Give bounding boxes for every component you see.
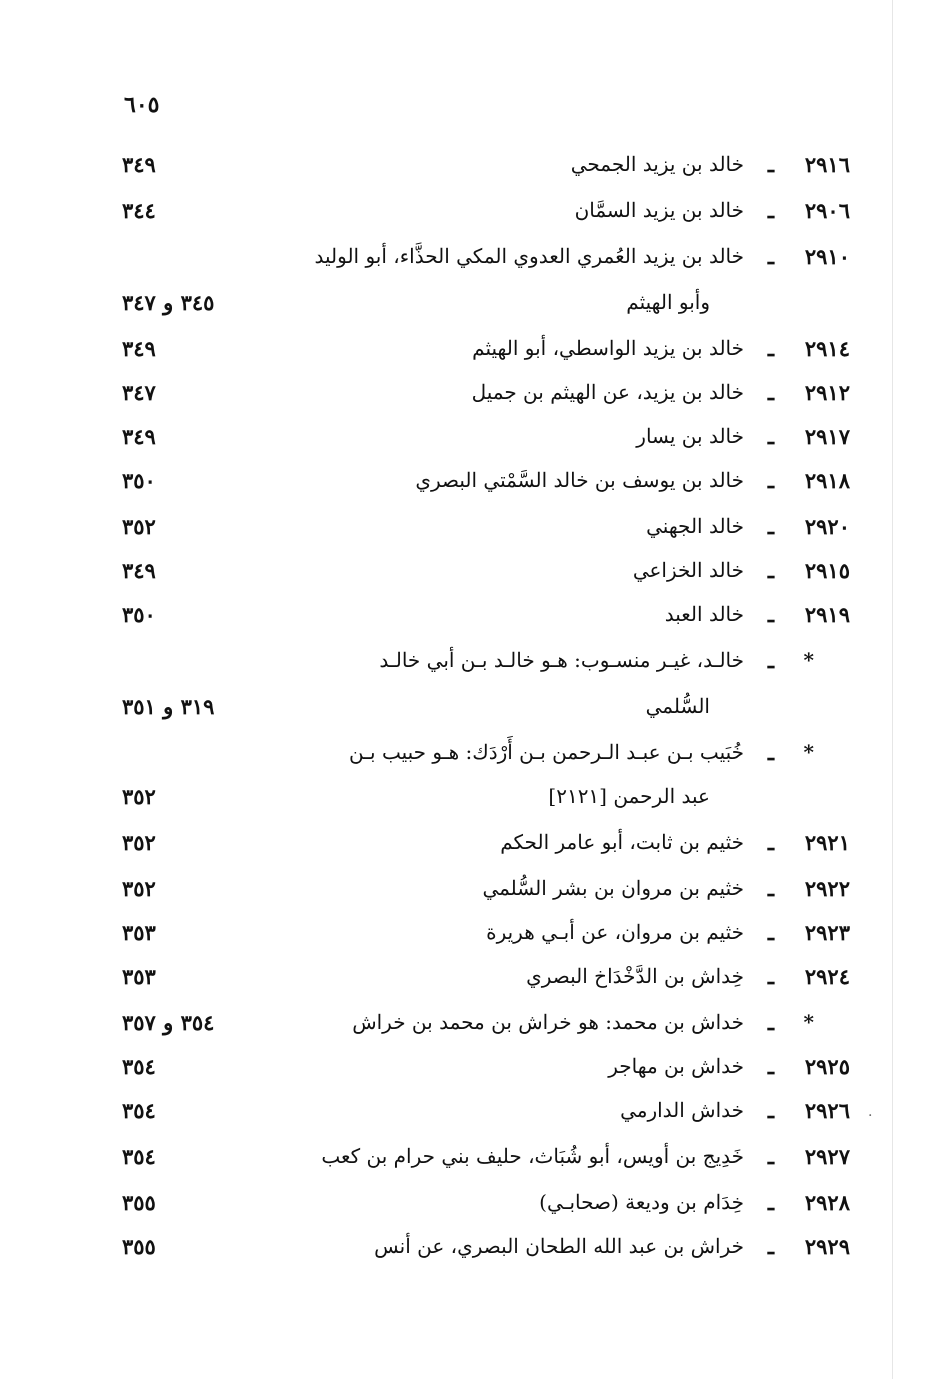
entry-dash: ـ bbox=[767, 424, 774, 449]
index-entry bbox=[110, 1184, 850, 1224]
entry-dash: ـ bbox=[767, 1190, 774, 1215]
asterisk-icon: * bbox=[803, 1010, 814, 1034]
entry-name: خِدَام بن وديعة (صحابـي) bbox=[539, 1190, 744, 1214]
entry-number: ٢٩١٦ bbox=[804, 152, 850, 177]
entry-name: خالد الجهني bbox=[646, 514, 744, 538]
entry-page-ref: ٣١٩ و ٣٥١ bbox=[122, 694, 215, 719]
entry-dash: ـ bbox=[767, 380, 774, 405]
entry-name: خُبَيب بـن عبـد الـرحمن بـن أَرْدَك: هـو حبيب بـن bbox=[348, 740, 744, 764]
entry-name: خالـد، غيـر منسـوب: هـو خالـد بـن أبي خالـد bbox=[379, 648, 744, 672]
entry-page-ref: ٣٤٧ bbox=[122, 380, 156, 405]
entry-dash: ـ bbox=[767, 1144, 774, 1169]
entry-number: ٢٩١٤ bbox=[804, 336, 850, 361]
index-entry bbox=[110, 508, 850, 548]
index-entry bbox=[110, 330, 850, 370]
entry-number: ٢٩٢٣ bbox=[804, 920, 850, 945]
entry-page-ref: ٣٥٠ bbox=[122, 602, 156, 627]
entry-name: خَدِيج بن أويس، أبو شُبَاث، حليف بني حرام بن كعب bbox=[321, 1144, 744, 1168]
entry-dash: ـ bbox=[767, 876, 774, 901]
index-entry bbox=[110, 192, 850, 232]
index-entry bbox=[110, 914, 850, 954]
entry-number: ٢٩٢٨ bbox=[804, 1190, 850, 1215]
entry-name: خالد العبد bbox=[664, 602, 744, 626]
entry-page-ref: ٣٥٣ bbox=[122, 920, 156, 945]
entry-number: ٢٩١٨ bbox=[804, 468, 850, 493]
entry-page-ref: ٣٥٤ bbox=[122, 1054, 156, 1079]
entry-page-ref: ٣٥٢ bbox=[122, 830, 156, 855]
index-entry bbox=[110, 1092, 850, 1132]
entry-name: خداش بن محمد: هو خراش بن محمد بن خراش bbox=[352, 1010, 744, 1034]
entry-dash: ـ bbox=[767, 1054, 774, 1079]
index-entry-continuation bbox=[110, 778, 850, 818]
entry-number: ٢٩٢٠ bbox=[804, 514, 850, 539]
entry-dash: ـ bbox=[767, 514, 774, 539]
entry-number: ٢٩١٠ bbox=[804, 244, 850, 269]
entry-dash: ـ bbox=[767, 468, 774, 493]
entry-page-ref: ٣٤٩ bbox=[122, 152, 156, 177]
entry-dash: ـ bbox=[767, 244, 774, 269]
entry-dash: ـ bbox=[767, 964, 774, 989]
entry-page-ref: ٣٥٥ bbox=[122, 1234, 156, 1259]
index-entry bbox=[110, 146, 850, 186]
entry-name: خالد الخزاعي bbox=[632, 558, 744, 582]
entry-number: ٢٩٢٥ bbox=[804, 1054, 850, 1079]
cross-reference-entry bbox=[110, 1004, 850, 1044]
entry-number: ٢٩٠٦ bbox=[804, 198, 850, 223]
page-number: ٦٠٥ bbox=[124, 92, 160, 118]
entry-page-ref: ٣٥٢ bbox=[122, 784, 156, 809]
entry-name: السُّلمي bbox=[645, 694, 710, 718]
entry-dash: ـ bbox=[767, 830, 774, 855]
entry-page-ref: ٣٥٢ bbox=[122, 876, 156, 901]
entry-page-ref: ٣٤٩ bbox=[122, 424, 156, 449]
entry-name: خِداش بن الدَّخْدَاخ البصري bbox=[526, 964, 744, 988]
index-entry-continuation bbox=[110, 688, 850, 728]
entry-page-ref: ٣٤٤ bbox=[122, 198, 156, 223]
entry-number: ٢٩١٧ bbox=[804, 424, 850, 449]
entry-page-ref: ٣٥٢ bbox=[122, 514, 156, 539]
asterisk-icon: * bbox=[803, 740, 814, 764]
entry-name: خالد بن يسار bbox=[636, 424, 744, 448]
index-entry bbox=[110, 824, 850, 864]
entry-name: خثيم بن ثابت، أبو عامر الحكم bbox=[500, 830, 744, 854]
entry-number: ٢٩٢٧ bbox=[804, 1144, 850, 1169]
index-entry bbox=[110, 374, 850, 414]
margin-dot: . bbox=[868, 1104, 873, 1120]
entry-dash: ـ bbox=[767, 602, 774, 627]
entry-name: خالد بن يزيد الواسطي، أبو الهيثم bbox=[472, 336, 744, 360]
entry-page-ref: ٣٤٩ bbox=[122, 336, 156, 361]
entry-name: خالد بن يزيد الجمحي bbox=[570, 152, 744, 176]
entry-number: ٢٩٢٤ bbox=[804, 964, 850, 989]
index-entry bbox=[110, 552, 850, 592]
entry-number: ٢٩٢١ bbox=[804, 830, 850, 855]
index-entry bbox=[110, 1228, 850, 1268]
entry-name: وأبو الهيثم bbox=[626, 290, 710, 314]
entry-name: خراش بن عبد الله الطحان البصري، عن أنس bbox=[374, 1234, 744, 1258]
entry-page-ref: ٣٥٠ bbox=[122, 468, 156, 493]
index-entry bbox=[110, 238, 850, 278]
entry-name: خالد بن يزيد السمَّان bbox=[574, 198, 744, 222]
entry-number: ٢٩١٩ bbox=[804, 602, 850, 627]
entry-page-ref: ٣٥٤ bbox=[122, 1144, 156, 1169]
index-entry bbox=[110, 596, 850, 636]
entry-page-ref: ٣٥٤ bbox=[122, 1098, 156, 1123]
entry-page-ref: ٣٤٥ و ٣٤٧ bbox=[122, 290, 215, 315]
index-entry bbox=[110, 870, 850, 910]
entry-name: خالد بن يزيد، عن الهيثم بن جميل bbox=[471, 380, 744, 404]
entry-name: خثيم بن مروان، عن أبـي هريرة bbox=[486, 920, 744, 944]
entry-number: ٢٩٢٢ bbox=[804, 876, 850, 901]
entry-dash: ـ bbox=[767, 152, 774, 177]
entry-page-ref: ٣٥٥ bbox=[122, 1190, 156, 1215]
cross-reference-entry bbox=[110, 734, 850, 774]
entry-number: ٢٩٢٩ bbox=[804, 1234, 850, 1259]
entry-name: خداش بن مهاجر bbox=[608, 1054, 744, 1078]
index-entry bbox=[110, 462, 850, 502]
entry-number: ٢٩١٥ bbox=[804, 558, 850, 583]
index-entry bbox=[110, 1048, 850, 1088]
entry-name: عبد الرحمن [٢١٢١] bbox=[548, 784, 710, 808]
entry-dash: ـ bbox=[767, 648, 774, 673]
asterisk-icon: * bbox=[803, 648, 814, 672]
entry-number: ٢٩١٢ bbox=[804, 380, 850, 405]
entry-dash: ـ bbox=[767, 198, 774, 223]
entry-name: خثيم بن مروان بن بشر السُّلمي bbox=[482, 876, 744, 900]
entry-dash: ـ bbox=[767, 1234, 774, 1259]
entry-dash: ـ bbox=[767, 1098, 774, 1123]
index-entry bbox=[110, 418, 850, 458]
entry-name: خالد بن يوسف بن خالد السَّمْتي البصري bbox=[415, 468, 744, 492]
entry-dash: ـ bbox=[767, 1010, 774, 1035]
entry-number: ٢٩٢٦ bbox=[804, 1098, 850, 1123]
entry-dash: ـ bbox=[767, 740, 774, 765]
entry-dash: ـ bbox=[767, 920, 774, 945]
index-entry bbox=[110, 958, 850, 998]
index-entry-continuation bbox=[110, 284, 850, 324]
entry-name: خداش الدارمي bbox=[620, 1098, 744, 1122]
entry-name: خالد بن يزيد العُمري العدوي المكي الحذَّاء، أبو الوليد bbox=[314, 244, 744, 268]
cross-reference-entry bbox=[110, 642, 850, 682]
index-entry bbox=[110, 1138, 850, 1178]
entry-page-ref: ٣٤٩ bbox=[122, 558, 156, 583]
entry-page-ref: ٣٥٣ bbox=[122, 964, 156, 989]
entry-dash: ـ bbox=[767, 558, 774, 583]
entry-dash: ـ bbox=[767, 336, 774, 361]
entry-page-ref: ٣٥٤ و ٣٥٧ bbox=[122, 1010, 215, 1035]
